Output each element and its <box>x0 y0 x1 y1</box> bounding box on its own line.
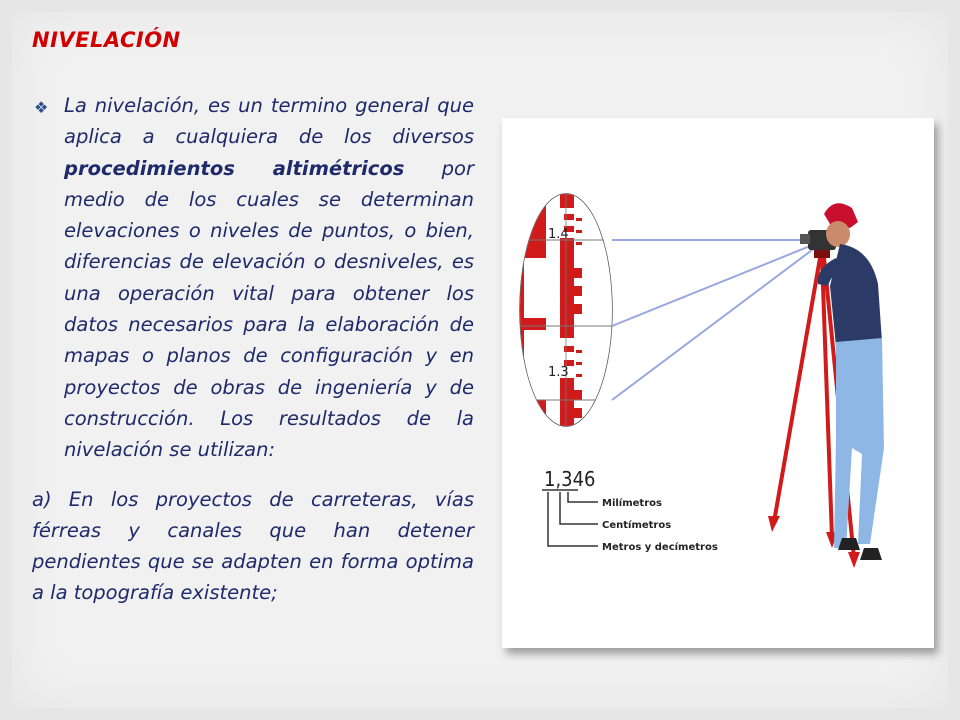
leveling-illustration <box>502 118 934 648</box>
bullet-rest-text: por medio de los cuales se determinan elevaciones o niveles de puntos, o bien, diferencias de elevación o desniveles, es una operación vital para obtener los datos necesarios para la elaboración de mapas o planos de configuración y en proyectos de obras de ingeniería y de construcción. Los resultados de la nivelación se utilizan: <box>64 156 475 462</box>
bullet-paragraph <box>32 90 474 466</box>
level-staff-view <box>520 194 612 426</box>
slide-body <box>32 90 474 609</box>
item-a-paragraph: a) En los proyectos de carreteras, vías férreas y canales que han detener pendientes que se adapten en forma optima a la topografía existente; <box>32 487 474 605</box>
staff-label-lower: 1.3 <box>548 365 569 380</box>
staff-label-upper: 1.4 <box>548 227 569 242</box>
slide-title: NIVELACIÓN <box>32 28 181 52</box>
reading-legend <box>542 467 718 553</box>
reading-value: 1,346 <box>544 467 596 491</box>
diamond-bullet-icon: ❖ <box>34 98 49 117</box>
leveling-diagram <box>502 118 934 648</box>
legend-meters-decimeters: Metros y decímetros <box>602 542 718 553</box>
legend-centimeters: Centímetros <box>602 520 672 531</box>
sight-lines <box>612 240 820 400</box>
legend-millimeters: Milímetros <box>602 498 662 509</box>
bullet-emphasis-text: procedimientos altimétricos <box>64 156 405 180</box>
bullet-intro-text: La nivelación, es un termino general que aplica a cualquiera de los diversos <box>64 94 474 149</box>
